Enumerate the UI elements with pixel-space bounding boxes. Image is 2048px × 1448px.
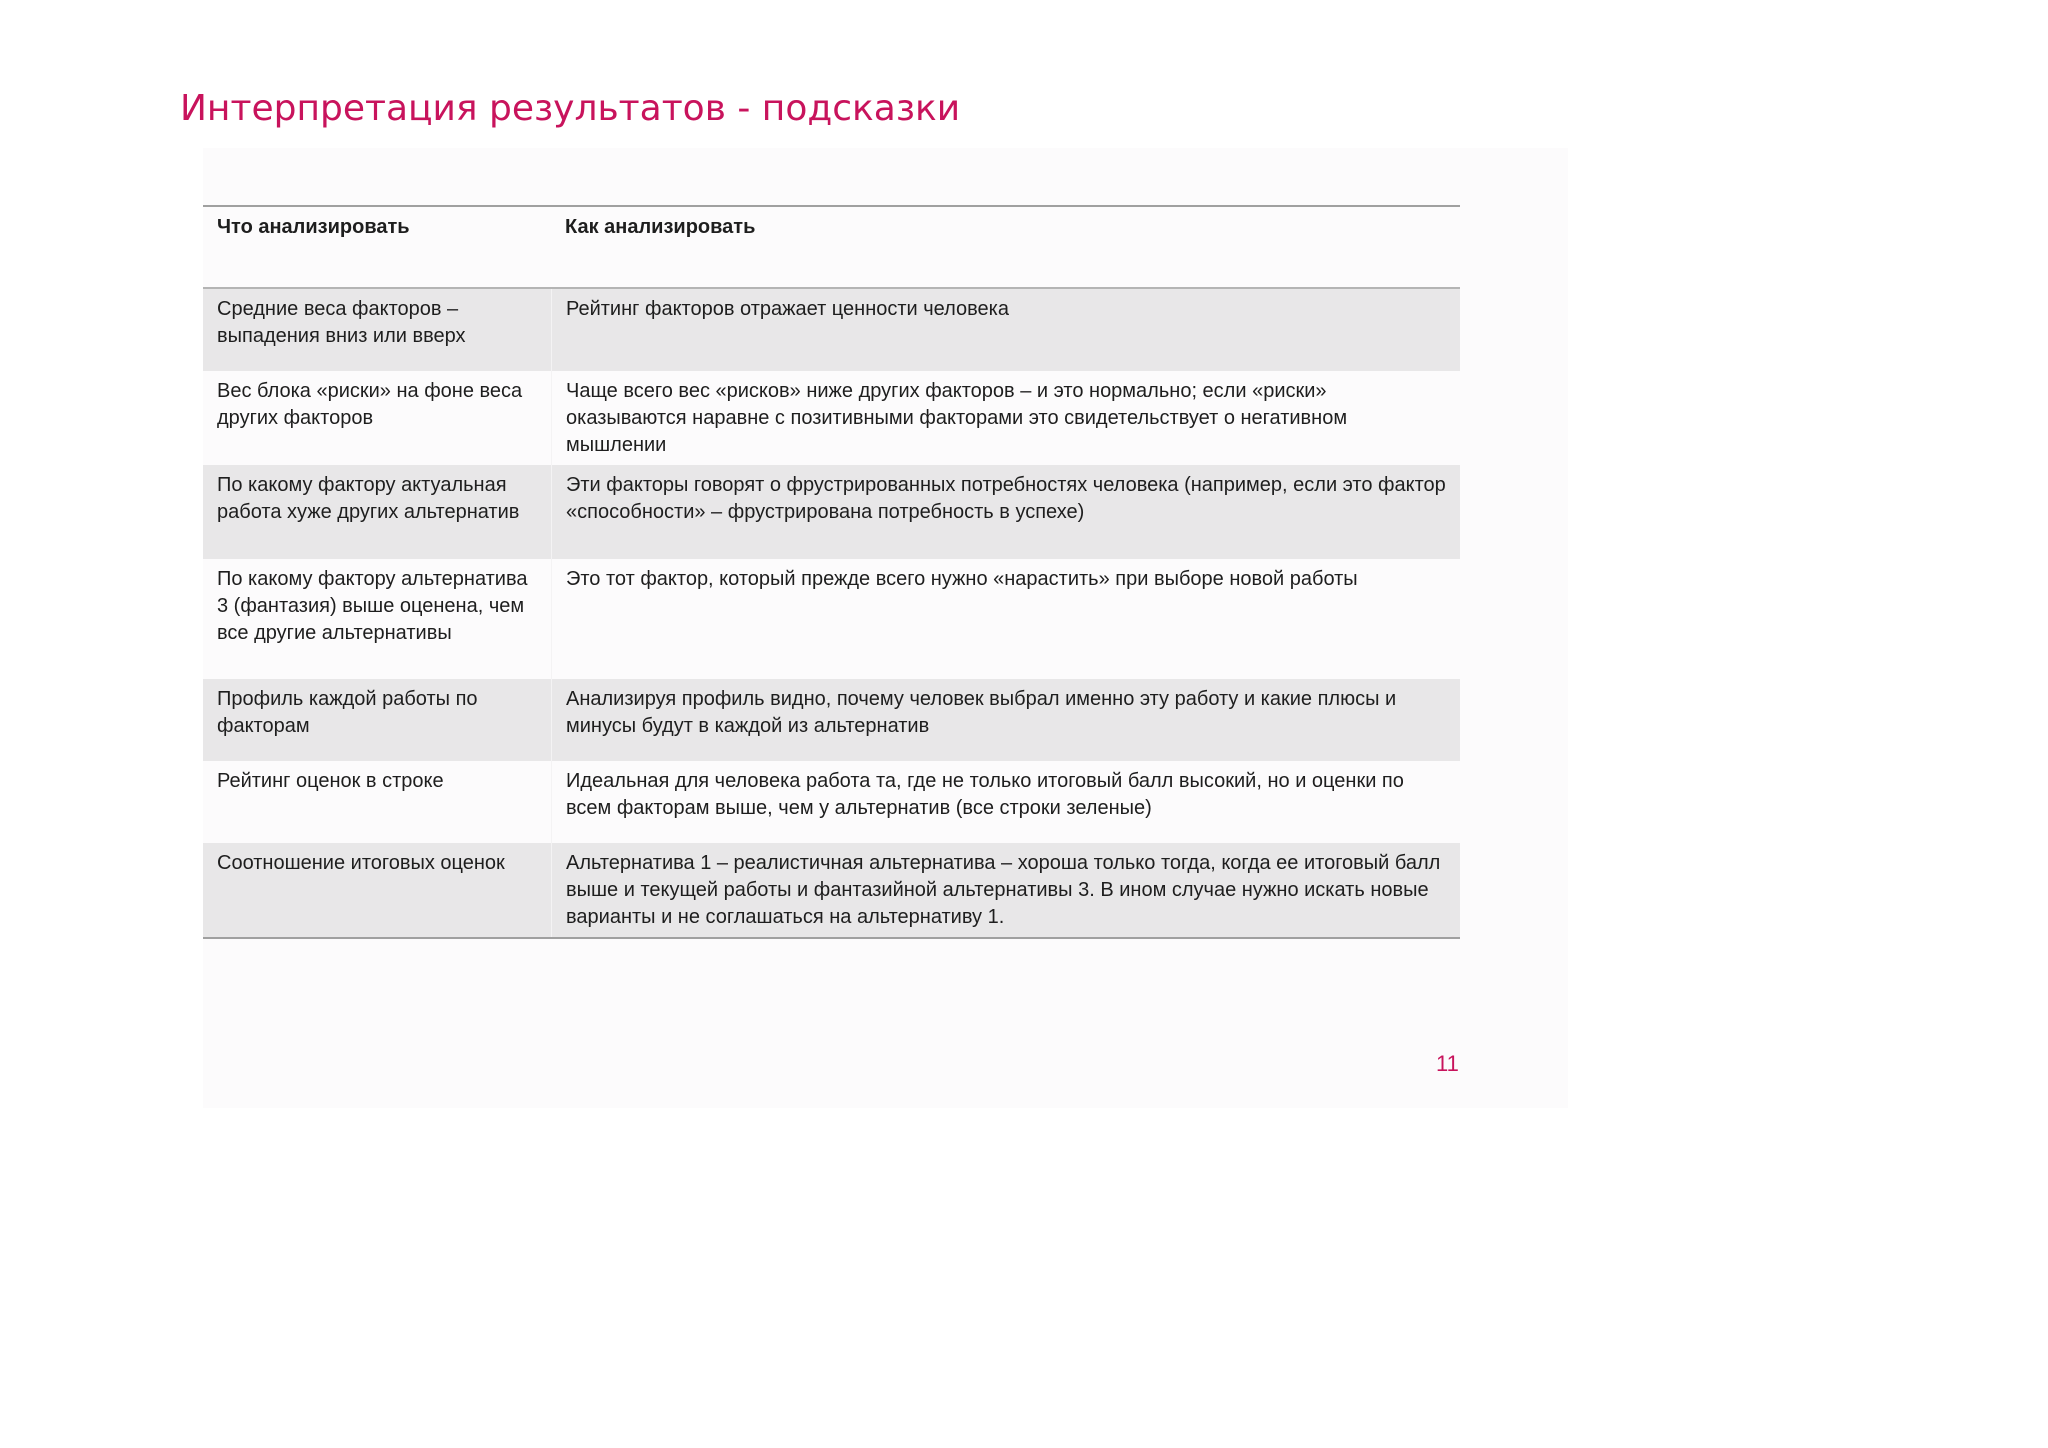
table-row	[203, 289, 1460, 371]
page-number: 11	[1436, 1051, 1459, 1076]
table-header-row	[203, 207, 1460, 289]
row-what-cell: Средние веса факторов – выпадения вниз или вверх	[217, 298, 466, 347]
row-how-cell: Идеальная для человека работа та, где не только итоговый балл высокий, но и оценки по всем факторам выше, чем у альтернатив (все строки зеленые)	[551, 761, 1460, 843]
row-what-cell: По какому фактору актуальная работа хуже других альтернатив	[217, 474, 520, 523]
row-how-cell: Чаще всего вес «рисков» ниже других факторов – и это нормально; если «риски» оказываются наравне с позитивными факторами это свидетельствует о негативном мышлении	[551, 371, 1460, 465]
table-row	[203, 465, 1460, 559]
table-row	[203, 679, 1460, 761]
table-row	[203, 559, 1460, 679]
hints-table	[203, 205, 1460, 939]
row-how-cell: Рейтинг факторов отражает ценности человека	[551, 289, 1460, 371]
row-how-cell: Альтернатива 1 – реалистичная альтернатива – хороша только тогда, когда ее итоговый балл выше и текущей работы и фантазийной альтернативы 3. В ином случае нужно искать новые варианты и не соглашаться на альтернативу 1.	[551, 843, 1460, 937]
table-row	[203, 761, 1460, 843]
table-row	[203, 371, 1460, 465]
row-how-cell: Это тот фактор, который прежде всего нужно «нарастить» при выборе новой работы	[551, 559, 1460, 679]
column-header-how: Как анализировать	[565, 216, 756, 238]
row-what-cell: По какому фактору альтернатива 3 (фантазия) выше оценена, чем все другие альтернативы	[217, 568, 528, 644]
row-how-cell: Эти факторы говорят о фрустрированных потребностях человека (например, если это фактор «способности» – фрустрирована потребность в успехе)	[551, 465, 1460, 559]
row-how-cell: Анализируя профиль видно, почему человек выбрал именно эту работу и какие плюсы и минусы будут в каждой из альтернатив	[551, 679, 1460, 761]
table-row	[203, 843, 1460, 937]
row-what-cell: Рейтинг оценок в строке	[217, 770, 444, 792]
row-what-cell: Соотношение итоговых оценок	[217, 852, 505, 874]
page-title: Интерпретация результатов - подсказки	[180, 88, 961, 129]
row-what-cell: Вес блока «риски» на фоне веса других факторов	[217, 380, 523, 429]
column-header-what: Что анализировать	[217, 216, 410, 238]
row-what-cell: Профиль каждой работы по факторам	[217, 688, 478, 737]
